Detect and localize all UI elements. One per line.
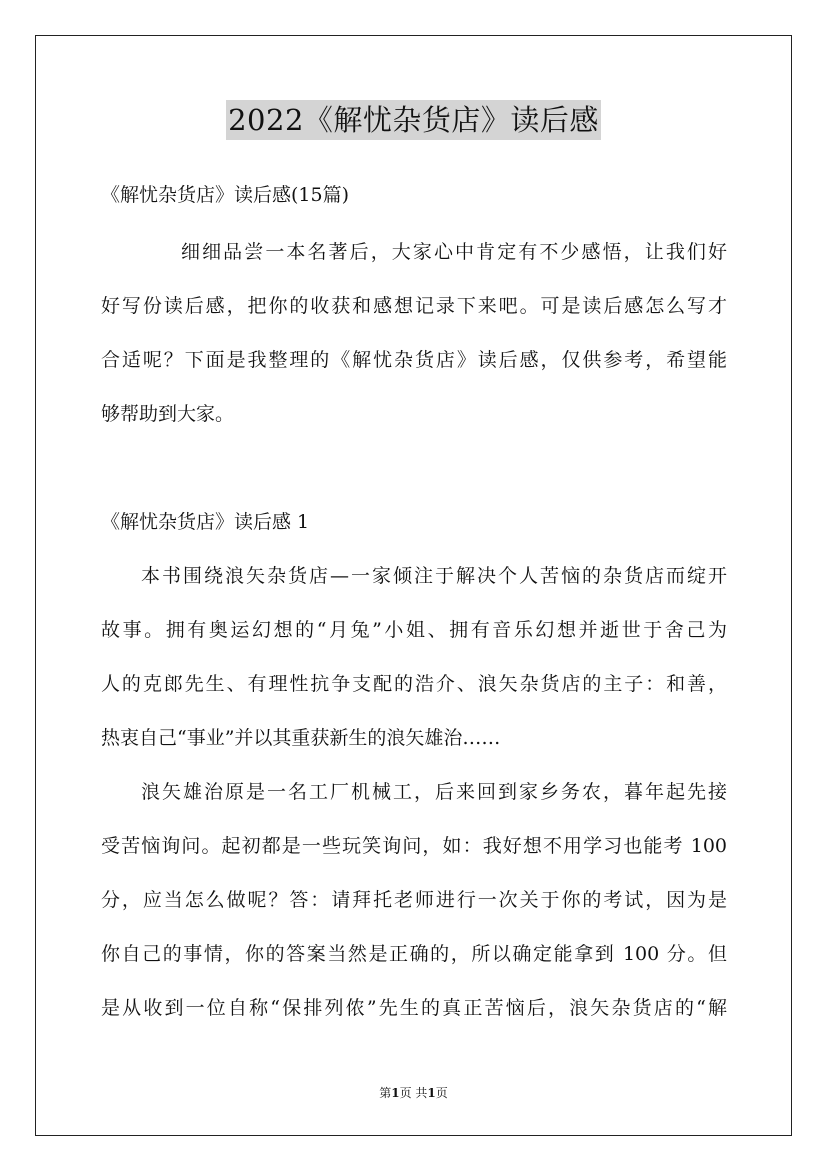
footer-page-current: 1 <box>391 1086 400 1100</box>
subtitle: 《解忧杂货店》读后感(15篇) <box>101 184 350 206</box>
para2-line: 受苦恼询问。起初都是一些玩笑询问，如：我好想不用学习也能考 100 <box>101 835 727 857</box>
para1-line: 人的克郎先生、有理性抗争支配的浩介、浪矢杂货店的主子：和善， <box>101 673 727 695</box>
para2-line: 浪矢雄治原是一名工厂机械工，后来回到家乡务农，暮年起先接 <box>141 781 727 803</box>
footer-mid: 页 共 <box>399 1086 428 1100</box>
section-heading: 《解忧杂货店》读后感 1 <box>101 511 310 533</box>
para2-line: 你自己的事情，你的答案当然是正确的，所以确定能拿到 100 分。但 <box>101 943 727 965</box>
intro-line: 合适呢？下面是我整理的《解忧杂货店》读后感，仅供参考，希望能 <box>101 349 727 371</box>
footer-prefix: 第 <box>379 1086 392 1100</box>
intro-line: 够帮助到大家。 <box>101 403 235 425</box>
para2-line: 是从收到一位自称“保排列侬”先生的真正苦恼后，浪矢杂货店的“解 <box>101 997 727 1019</box>
footer-page-total: 1 <box>427 1086 436 1100</box>
document-title: 2022《解忧杂货店》读后感 <box>226 100 601 140</box>
para1-line: 热衷自己“事业”并以其重获新生的浪矢雄治…… <box>101 727 501 749</box>
para1-line: 本书围绕浪矢杂货店—一家倾注于解决个人苦恼的杂货店而绽开 <box>141 565 727 587</box>
footer-suffix: 页 <box>435 1086 448 1100</box>
para1-line: 故事。拥有奥运幻想的“月兔”小姐、拥有音乐幻想并逝世于舍己为 <box>101 619 727 641</box>
title-wrap <box>0 100 827 140</box>
intro-line: 细细品尝一本名著后，大家心中肯定有不少感悟，让我们好 <box>181 241 727 263</box>
para2-line: 分，应当怎么做呢？答：请拜托老师进行一次关于你的考试，因为是 <box>101 889 727 911</box>
intro-line: 好写份读后感，把你的收获和感想记录下来吧。可是读后感怎么写才 <box>101 295 727 317</box>
page-footer <box>0 1084 827 1101</box>
